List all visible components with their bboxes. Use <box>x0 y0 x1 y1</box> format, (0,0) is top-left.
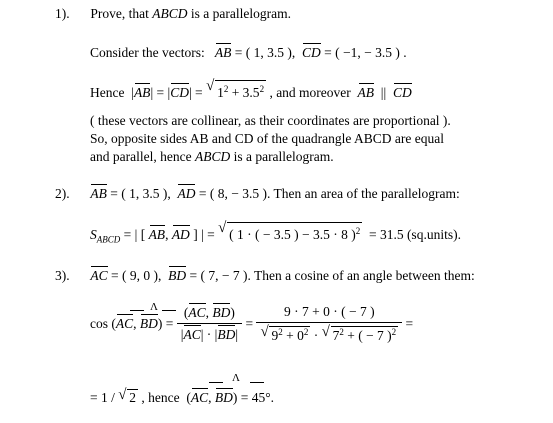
prove-text: Prove, that <box>90 6 149 21</box>
ab-value-s2: = ( 1, 3.5 ), <box>110 186 171 201</box>
section1-conclusion <box>90 149 334 165</box>
is-parallelogram-text: is a parallelogram. <box>190 6 291 21</box>
sqrt-term1: 1 <box>217 85 224 100</box>
vector-cd-2: CD <box>170 85 189 100</box>
vector-cd: CD <box>301 45 321 60</box>
vector-ab-2: AB <box>133 85 151 100</box>
sqrt-two-body: 2 <box>129 390 136 405</box>
final-result: ) = 45°. <box>232 390 275 405</box>
collinear-text: ( these vectors are collinear, as their coordinates are proportional ). <box>90 113 451 128</box>
sqrt-area: √ ( 1 · ( − 3.5 ) − 3.5 · 8 )$^2$ <box>218 220 361 242</box>
vector-ab-s2: AB <box>90 186 107 201</box>
section2-number: 2). <box>55 186 70 201</box>
section3-number: 3). <box>55 268 70 283</box>
section2-line1 <box>55 186 460 202</box>
angle-hat: Λ <box>150 301 158 313</box>
parallelogram-end-text: is a parallelogram. <box>233 149 334 164</box>
vector-ac: AC <box>90 268 108 283</box>
vector-bd: BD <box>168 268 187 283</box>
ac-value: = ( 9, 0 ), <box>111 268 162 283</box>
abcd-label-2: ABCD <box>194 149 231 164</box>
sqrt-term2: + 3.5 <box>228 85 260 100</box>
abcd-label: ABCD <box>152 6 188 21</box>
sqrt-length: √ $1^2 + 3.5^2$ <box>206 78 265 100</box>
vector-bd-2: BD <box>139 316 158 331</box>
cosine-fraction-2 <box>256 304 402 344</box>
section1-hence: Hence |AB| = |CD| = √ $1^2 + 3.5^2$ , and moreover AB || CD <box>90 78 412 100</box>
cosine-formula: cos (AC, BD) = $\frac{(AC, BD)}{|AC| \cdot |BD|}$ = 9 · 7 + 0 · ( − 7 ) √ $9^2 + 0^2$ · √ $7^2$ + ( − 7 )$^2$ = <box>90 304 414 343</box>
vector-ad: AD <box>177 186 196 201</box>
formula-pre: = | [ <box>123 227 146 242</box>
vector-ac-2: AC <box>115 316 134 331</box>
vector-ab-3: AB <box>357 85 375 100</box>
cos-label: cos (AC, BD) = <box>90 316 174 331</box>
section1-number: 1). <box>55 6 70 21</box>
sqrt-ac: √ $9^2 + 0^2$ <box>260 324 309 343</box>
section1-line1 <box>55 6 291 22</box>
section1-vectors <box>90 45 407 61</box>
so-text <box>90 131 444 147</box>
vector-ab-s2b: AB <box>148 227 166 242</box>
angle-dash-left-2 <box>209 382 223 383</box>
cos-text: cos ( <box>90 316 116 331</box>
frac2-denominator: √ $9^2 + 0^2$ · √ $7^2$ + ( − 7 )$^2$ <box>256 322 402 344</box>
frac1-numerator: (AC, BD) <box>183 305 235 320</box>
area-result: = 31.5 (sq.units). <box>368 227 461 242</box>
cd-value: = ( −1, − 3.5 ) . <box>324 45 407 60</box>
final-hence: , hence <box>141 390 180 405</box>
and-parallel-text: and parallel, hence <box>90 149 192 164</box>
sqrt-area-body: ( 1 · ( − 3.5 ) − 3.5 · 8 ) <box>229 227 356 242</box>
vector-ac-5: AC <box>190 390 209 405</box>
area-subscript: ABCD <box>96 234 121 245</box>
sqrt-bd: √ $7^2$ + ( − 7 )$^2$ <box>321 324 397 343</box>
vector-bd-4: BD <box>217 327 236 342</box>
frac1-close: ) <box>230 305 235 320</box>
frac1-open: ( <box>183 305 189 320</box>
ad-value: = ( 8, − 3.5 ). Then an area of the parallelogram: <box>198 186 460 201</box>
angle-dash-right-2 <box>250 382 264 383</box>
frac2-numerator: 9 · 7 + 0 · ( − 7 ) <box>284 304 375 319</box>
area-symbol: S <box>90 227 97 242</box>
frac1-denominator: |AC| · |BD| <box>177 323 242 343</box>
angle-hat-2: Λ <box>232 372 240 384</box>
vector-ad-2: AD <box>171 227 190 242</box>
vector-ab: AB <box>214 45 232 60</box>
moreover-text: , and moreover <box>269 85 351 100</box>
vector-bd-5: BD <box>214 390 233 405</box>
consider-text: Consider the vectors: <box>90 45 205 60</box>
area-formula: $S_{ABCD}$ = | [ AB, AD ] | = √ ( 1 · ( − 3.5 ) − 3.5 · 8 )$^2$ = 31.5 (sq.units). <box>90 220 461 245</box>
sqrt-two: √ 2 <box>118 387 136 405</box>
bd-value: = ( 7, − 7 ). Then a cosine of an angle between them: <box>189 268 475 283</box>
cosine-fraction-1 <box>177 305 242 343</box>
vector-ac-4: AC <box>183 327 201 342</box>
vector-cd-3: CD <box>392 85 412 100</box>
ab-value: = ( 1, 3.5 ), <box>234 45 296 60</box>
vector-ac-3: AC <box>188 305 206 320</box>
vector-bd-3: BD <box>212 305 231 320</box>
hence-text: Hence <box>90 85 125 100</box>
so-sentence: So, opposite sides AB and CD of the quadrangle ABCD are equal <box>90 131 444 146</box>
formula-mid: ] | = <box>193 227 215 242</box>
final-pre: = 1 / <box>90 390 115 405</box>
section3-line1 <box>55 268 475 284</box>
final-line: = 1 / √ 2 , hence (AC, BD) = 45°. <box>90 387 275 405</box>
parallel-symbol: || <box>380 85 387 100</box>
